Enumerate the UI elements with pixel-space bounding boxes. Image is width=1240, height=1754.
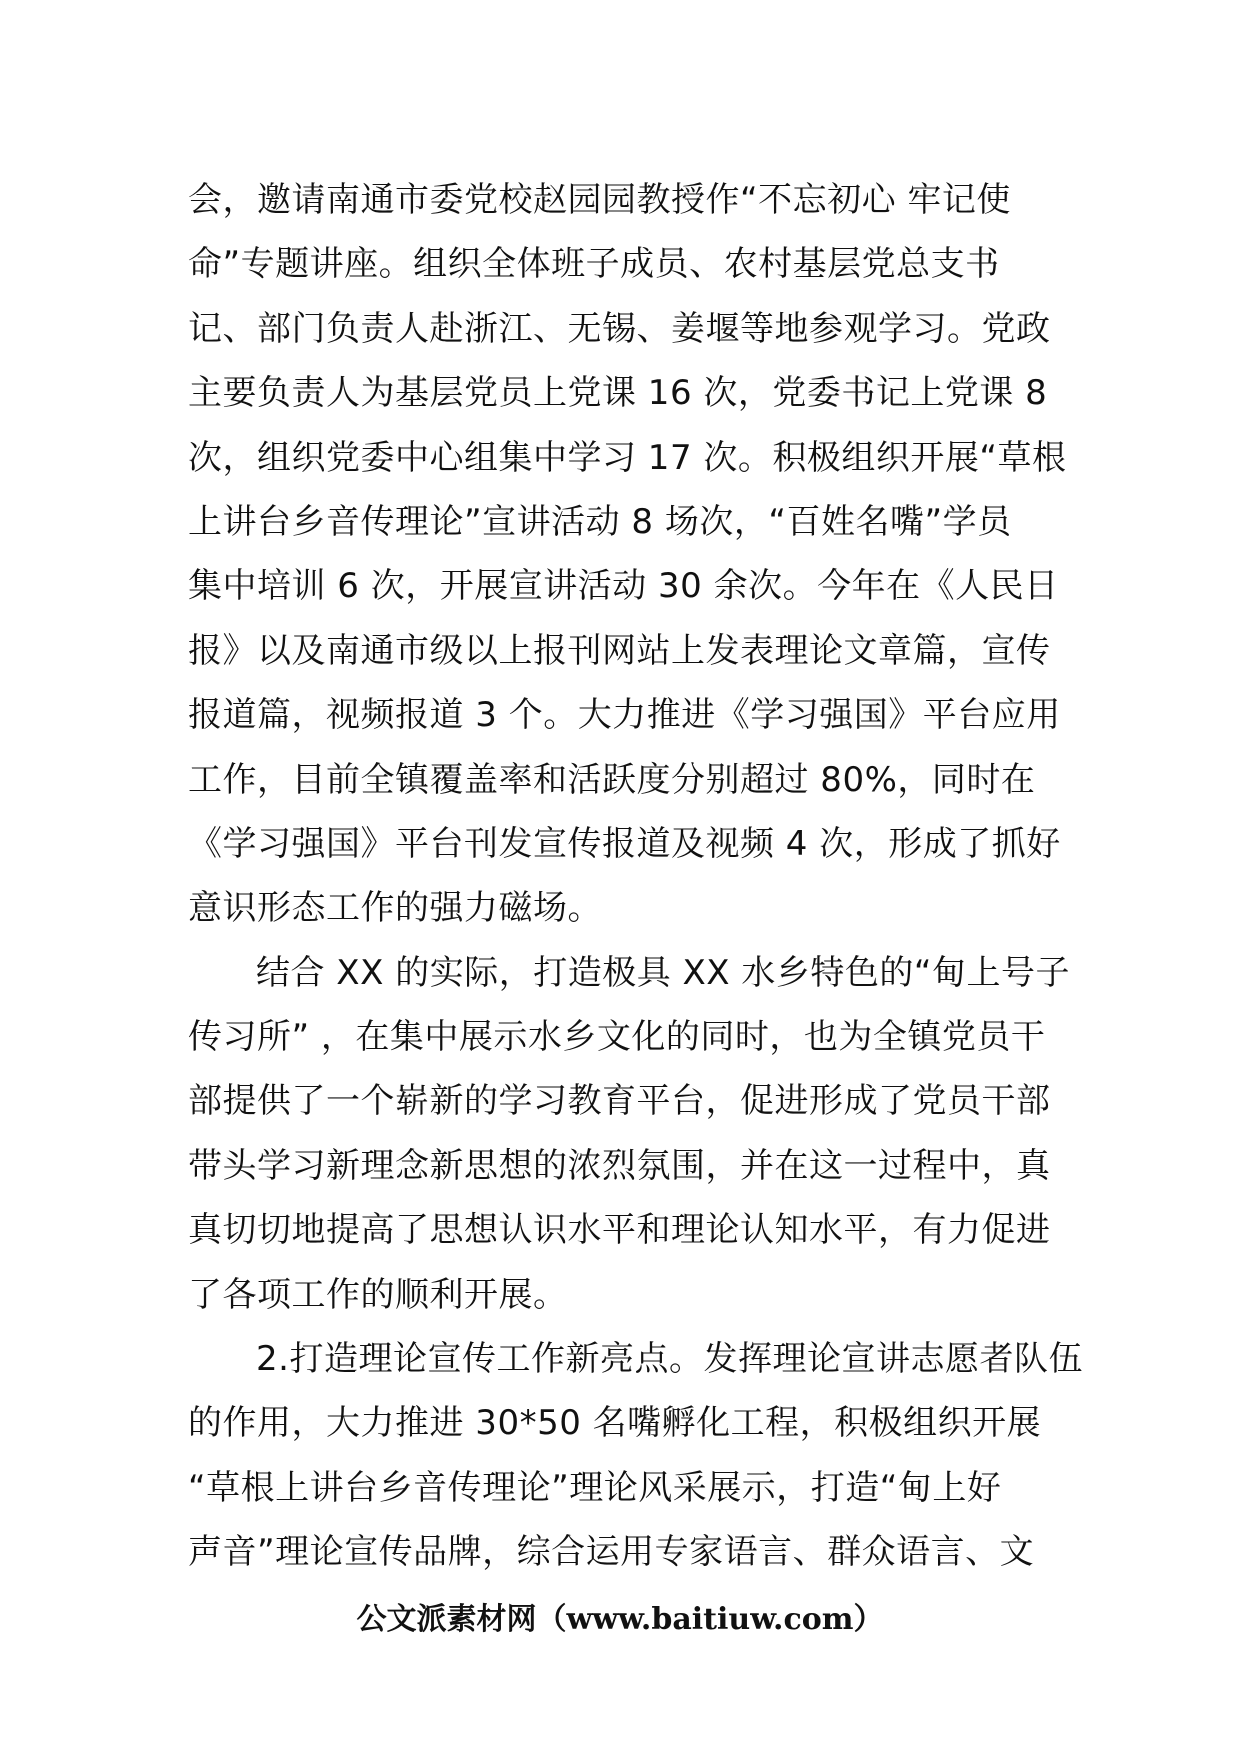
text-line: 主要负责人为基层党员上党课 16 次，党委书记上党课 8	[188, 373, 1048, 414]
text-line: 次，组织党委中心组集中学习 17 次。积极组织开展“草根	[188, 437, 1067, 478]
section-heading-line: 2.打造理论宣传工作新亮点。发挥理论宣讲志愿者队伍	[256, 1339, 1083, 1380]
text-line: 工作，目前全镇覆盖率和活跃度分别超过 80%，同时在	[188, 759, 1036, 800]
text-line: 带头学习新理念新思想的浓烈氛围，并在这一过程中，真	[188, 1145, 1051, 1186]
text-line: 记、部门负责人赴浙江、无锡、姜堰等地参观学习。党政	[188, 308, 1051, 349]
text-line: 传习所” ，在集中展示水乡文化的同时，也为全镇党员干	[188, 1017, 1046, 1058]
text-line: 的作用，大力推进 30*50 名嘴孵化工程，积极组织开展	[188, 1403, 1042, 1444]
text-line: 报道篇，视频报道 3 个。大力推进《学习强国》平台应用	[188, 695, 1061, 736]
text-line: 意识形态工作的强力磁场。	[188, 888, 602, 929]
paragraph-start-line: 结合 XX 的实际，打造极具 XX 水乡特色的“甸上号子	[256, 952, 1071, 993]
text-line: 报》以及南通市级以上报刊网站上发表理论文章篇，宣传	[188, 630, 1051, 671]
body-text	[188, 168, 1083, 1585]
site-watermark-footer: 公文派素材网（www.baitiuw.com）	[356, 1602, 884, 1637]
text-line: 声音”理论宣传品牌，综合运用专家语言、群众语言、文	[188, 1532, 1035, 1573]
text-line: 会，邀请南通市委党校赵园园教授作“不忘初心 牢记使	[188, 180, 1011, 220]
text-line: 真切切地提高了思想认识水平和理论认知水平，有力促进	[188, 1210, 1051, 1251]
text-line: 部提供了一个崭新的学习教育平台，促进形成了党员干部	[188, 1081, 1051, 1122]
text-line: 命”专题讲座。组织全体班子成员、农村基层党总支书	[188, 244, 1000, 285]
text-line: 了各项工作的顺利开展。	[188, 1274, 568, 1315]
text-line: 集中培训 6 次，开展宣讲活动 30 余次。今年在《人民日	[188, 566, 1059, 607]
text-line: “草根上讲台乡音传理论”理论风采展示，打造“甸上好	[188, 1467, 1002, 1508]
text-line: 上讲台乡音传理论”宣讲活动 8 场次，“百姓名嘴”学员	[188, 501, 1012, 542]
text-line: 《学习强国》平台刊发宣传报道及视频 4 次，形成了抓好	[188, 823, 1061, 864]
